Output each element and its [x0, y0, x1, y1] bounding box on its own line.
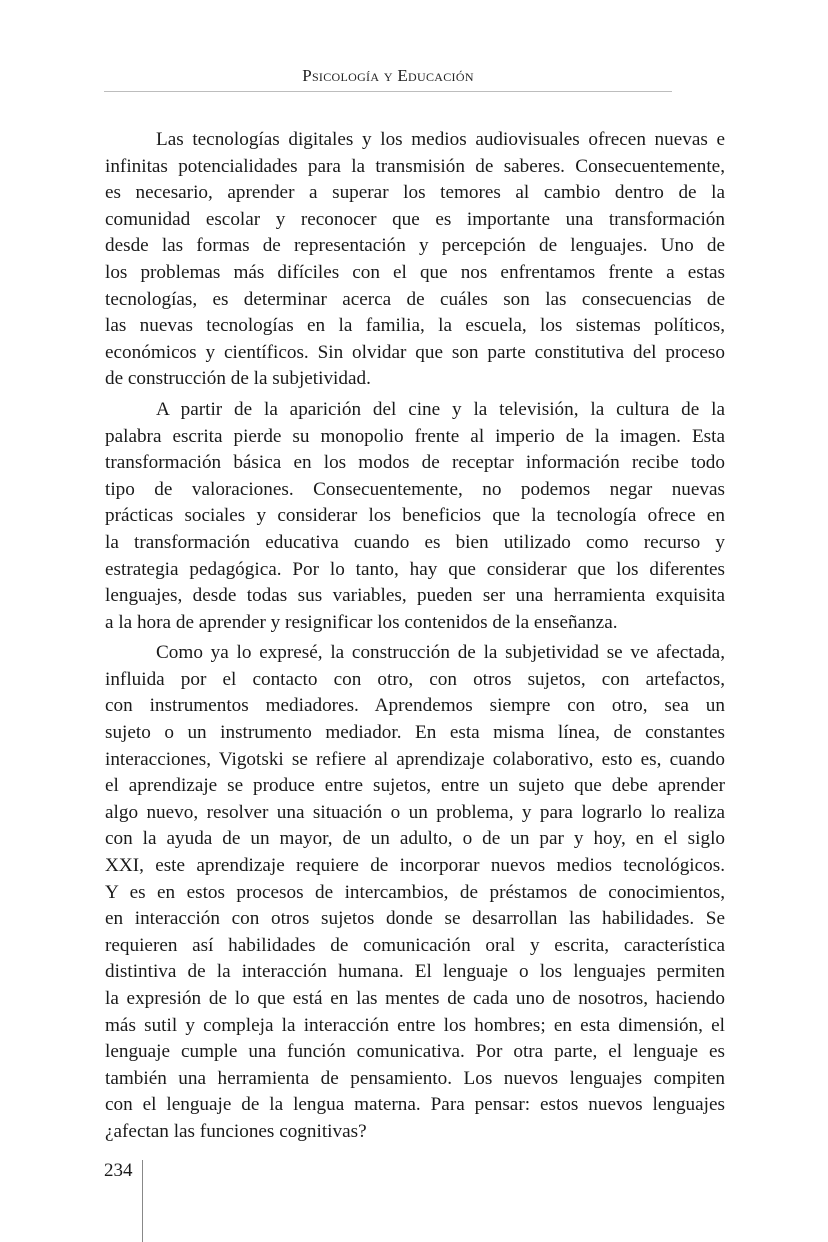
- text-line: tipo de valoraciones. Consecuentemente, no podemos negar nuevas: [105, 478, 725, 500]
- text-line: lenguajes, desde todas sus variables, pueden ser una herramienta exquisita: [105, 585, 725, 607]
- text-line: palabra escrita pierde su monopolio frente al imperio de la imagen. Esta: [105, 425, 725, 447]
- text-line: A partir de la aparición del cine y la televisión, la cultura de la: [156, 398, 725, 420]
- text-line: con la ayuda de un mayor, de un adulto, o de un par y hoy, en el siglo: [105, 828, 725, 850]
- page-number-divider: [142, 1160, 143, 1242]
- text-line: interacciones, Vigotski se refiere al aprendizaje colaborativo, esto es, cuando: [105, 748, 725, 770]
- text-line: más sutil y compleja la interacción entre los hombres; en esta dimensión, el: [105, 1014, 725, 1036]
- text-line: transformación básica en los modos de receptar información recibe todo: [105, 452, 725, 474]
- text-line: tecnologías, es determinar acerca de cuáles son las consecuencias de: [105, 288, 725, 310]
- paragraph: [105, 397, 725, 636]
- text-line: la expresión de lo que está en las mentes de cada uno de nosotros, haciendo: [105, 988, 725, 1009]
- text-line: con instrumentos mediadores. Aprendemos siempre con otro, sea un: [105, 695, 725, 717]
- text-line: también una herramienta de pensamiento. Los nuevos lenguajes compiten: [105, 1067, 725, 1089]
- page-number: 234: [104, 1160, 133, 1181]
- text-line: distintiva de la interacción humana. El lenguaje o los lenguajes permiten: [105, 961, 725, 983]
- header-divider: [104, 91, 672, 92]
- running-header: Psicología y Educación: [302, 66, 474, 85]
- text-line: XXI, este aprendizaje requiere de incorporar nuevos medios tecnológicos.: [105, 855, 725, 877]
- paragraph: [105, 127, 725, 393]
- text-line: ¿afectan las funciones cognitivas?: [105, 1120, 367, 1142]
- text-line: prácticas sociales y considerar los beneficios que la tecnología ofrece en: [105, 505, 725, 527]
- text-line: algo nuevo, resolver una situación o un problema, y para lograrlo lo realiza: [105, 801, 725, 823]
- text-line: Y es en estos procesos de intercambios, de préstamos de conocimientos,: [105, 881, 725, 903]
- text-line: en interacción con otros sujetos donde se desarrollan las habilidades. Se: [105, 908, 725, 930]
- text-line: influida por el contacto con otro, con otros sujetos, con artefactos,: [105, 668, 725, 690]
- text-line: estrategia pedagógica. Por lo tanto, hay que considerar que los diferentes: [105, 558, 725, 580]
- text-line: desde las formas de representación y percepción de lenguajes. Uno de: [105, 235, 725, 257]
- text-line: lenguaje cumple una función comunicativa. Por otra parte, el lenguaje es: [105, 1041, 725, 1063]
- text-line: comunidad escolar y reconocer que es importante una transformación: [105, 208, 725, 230]
- text-line: Las tecnologías digitales y los medios audiovisuales ofrecen nuevas e: [156, 129, 725, 150]
- text-line: requieren así habilidades de comunicación oral y escrita, característica: [105, 934, 725, 956]
- text-line: infinitas potencialidades para la transmisión de saberes. Consecuentemente,: [105, 155, 725, 177]
- text-line: Como ya lo expresé, la construcción de la subjetividad se ve afectada,: [156, 642, 725, 664]
- paragraph: [105, 640, 725, 1145]
- text-line: de construcción de la subjetividad.: [105, 368, 371, 390]
- text-line: el aprendizaje se produce entre sujetos, entre un sujeto que debe aprender: [105, 775, 725, 797]
- text-line: las nuevas tecnologías en la familia, la escuela, los sistemas políticos,: [105, 315, 725, 337]
- text-line: sujeto o un instrumento mediador. En esta misma línea, de constantes: [105, 722, 725, 744]
- text-line: los problemas más difíciles con el que nos enfrentamos frente a estas: [105, 261, 725, 283]
- text-line: a la hora de aprender y resignificar los contenidos de la enseñanza.: [105, 611, 618, 633]
- text-line: con el lenguaje de la lengua materna. Para pensar: estos nuevos lenguajes: [105, 1094, 725, 1116]
- page-body: [105, 127, 725, 1150]
- text-line: la transformación educativa cuando es bien utilizado como recurso y: [105, 531, 725, 553]
- text-line: económicos y científicos. Sin olvidar que son parte constitutiva del proceso: [105, 341, 725, 363]
- text-line: es necesario, aprender a superar los temores al cambio dentro de la: [105, 182, 725, 204]
